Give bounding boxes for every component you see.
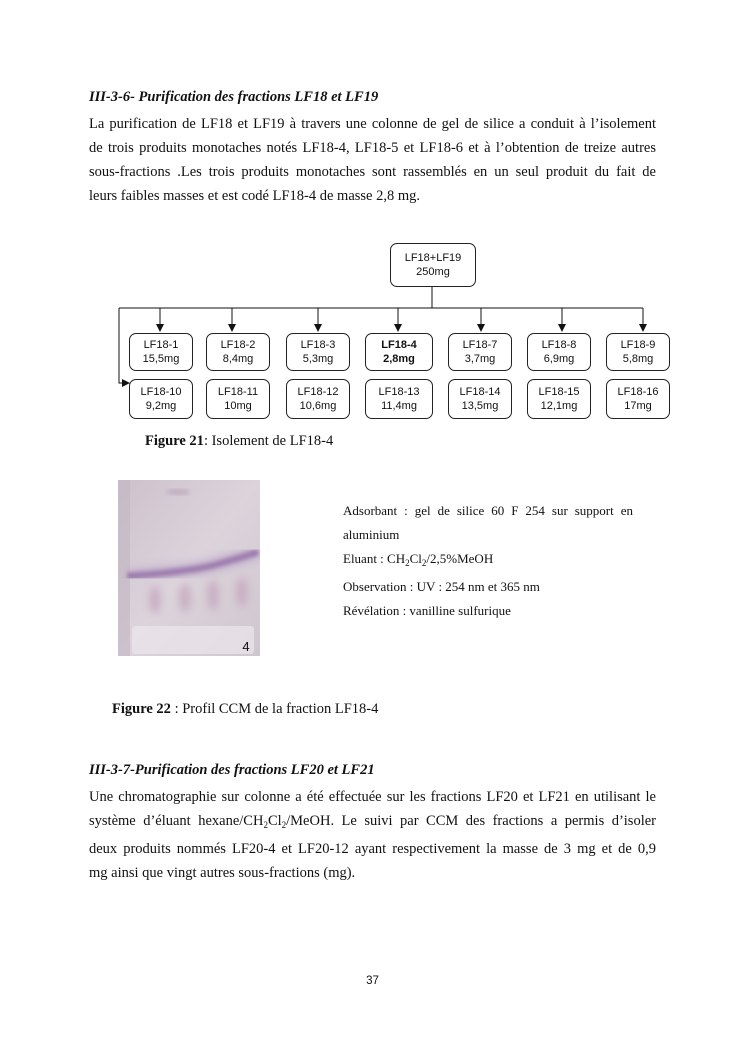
section-heading-3-3-7: III-3-7-Purification des fractions LF20 et LF21 xyxy=(89,762,375,778)
figure-number: Figure 21 xyxy=(145,433,204,449)
paragraph-line: Une chromatographie sur colonne a été effectuée sur les fractions LF20 et LF21 en utilisant le xyxy=(89,789,656,805)
figure-text: : Profil CCM de la fraction LF18-4 xyxy=(170,701,379,717)
paragraph-line: sous-fractions .Les trois produits monotaches sont rassemblés en un seul produit du fait de xyxy=(89,164,656,180)
box-label: LF18-7 xyxy=(462,339,498,351)
paragraph-line: de trois produits monotaches notés LF18-4, LF18-5 et LF18-6 et à l’obtention de treize autres xyxy=(89,140,656,156)
box-mass: 13,5mg xyxy=(461,400,499,412)
box-label: LF18-15 xyxy=(538,386,580,398)
box-label: LF18-12 xyxy=(297,386,339,398)
box-mass: 2,8mg xyxy=(383,353,415,365)
figure-21-caption xyxy=(145,433,333,450)
diagram-box-lf18-8 xyxy=(527,333,591,371)
diagram-box-lf18-9 xyxy=(606,333,670,371)
figure-number: Figure 22 xyxy=(112,701,171,717)
box-mass: 15,5mg xyxy=(142,353,180,365)
diagram-box-lf18-15 xyxy=(527,379,591,419)
arrow-to-lf18-10 xyxy=(119,308,129,383)
tlc-eluant: Eluant : $CH_2Cl_2/2,5\%MeOH$ xyxy=(343,551,494,568)
diagram-box-lf18-14 xyxy=(448,379,512,419)
diagram-box-lf18-11 xyxy=(206,379,270,419)
box-label: LF18-1 xyxy=(143,339,179,351)
box-mass: 11,4mg xyxy=(381,400,417,412)
box-label: LF18-2 xyxy=(220,339,256,351)
box-mass: 6,9mg xyxy=(543,353,575,365)
paragraph-line: mg ainsi que vingt autres sous-fractions (mg). xyxy=(89,865,356,881)
diagram-box-lf18-16 xyxy=(606,379,670,419)
isolation-diagram-connectors xyxy=(0,0,745,440)
box-mass: 5,8mg xyxy=(622,353,654,365)
box-mass: 10,6mg xyxy=(299,400,337,412)
box-label: LF18-13 xyxy=(378,386,420,398)
paragraph-line: La purification de LF18 et LF19 à travers une colonne de gel de silice a conduit à l’isolement xyxy=(89,116,656,132)
box-mass: 250mg xyxy=(416,266,450,278)
diagram-box-lf18-3 xyxy=(286,333,350,371)
box-label: LF18-3 xyxy=(300,339,336,351)
figure-22-caption xyxy=(112,701,378,718)
tlc-conditions xyxy=(343,499,633,623)
diagram-box-lf18-10 xyxy=(129,379,193,419)
box-label: LF18-10 xyxy=(140,386,182,398)
box-label: LF18-16 xyxy=(617,386,659,398)
page-number: 37 xyxy=(366,975,379,987)
diagram-box-lf18-4 xyxy=(365,333,433,371)
box-label: LF18+LF19 xyxy=(404,252,462,264)
box-mass: 10mg xyxy=(224,400,252,412)
diagram-box-lf18-13 xyxy=(365,379,433,419)
box-label: LF18-11 xyxy=(217,386,259,398)
tlc-adsorbant-cont: aluminium xyxy=(343,527,400,542)
paragraph-line: deux produits nommés LF20-4 et LF20-12 ayant respectivement la masse de 3 mg et de 0,9 xyxy=(89,841,656,857)
box-mass: 3,7mg xyxy=(464,353,496,365)
box-mass: 8,4mg xyxy=(222,353,254,365)
figure-text: : Isolement de LF18-4 xyxy=(203,433,334,449)
box-label: LF18-9 xyxy=(620,339,656,351)
paragraph-line: leurs faibles masses et est codé LF18-4 de masse 2,8 mg. xyxy=(89,188,421,204)
diagram-box-lf18-7 xyxy=(448,333,512,371)
tlc-observation: Observation : UV : 254 nm et 365 nm xyxy=(343,579,540,594)
section-heading-3-3-6: III-3-6- Purification des fractions LF18 et LF19 xyxy=(89,89,379,105)
tlc-revelation: Révélation : vanilline sulfurique xyxy=(343,603,511,618)
box-label: LF18-8 xyxy=(541,339,577,351)
diagram-box-lf18-2 xyxy=(206,333,270,371)
box-label: LF18-14 xyxy=(459,386,501,398)
box-label: LF18-4 xyxy=(381,339,417,351)
diagram-box-root xyxy=(390,243,476,287)
box-mass: 17mg xyxy=(624,400,652,412)
diagram-box-lf18-12 xyxy=(286,379,350,419)
box-mass: 9,2mg xyxy=(145,400,177,412)
tlc-plate-label: 4 xyxy=(242,639,250,654)
tlc-plate-image xyxy=(118,480,260,656)
box-mass: 12,1mg xyxy=(540,400,578,412)
paragraph-line: système d’éluant hexane/$CH_2Cl_2$/MeOH. Le suivi par CCM des fractions a permis d’isoler xyxy=(89,813,656,830)
box-mass: 5,3mg xyxy=(302,353,334,365)
diagram-box-lf18-1 xyxy=(129,333,193,371)
section-paragraph-3-3-7 xyxy=(89,785,656,885)
tlc-adsorbant: Adsorbant : gel de silice 60 F 254 sur support en xyxy=(343,503,633,518)
